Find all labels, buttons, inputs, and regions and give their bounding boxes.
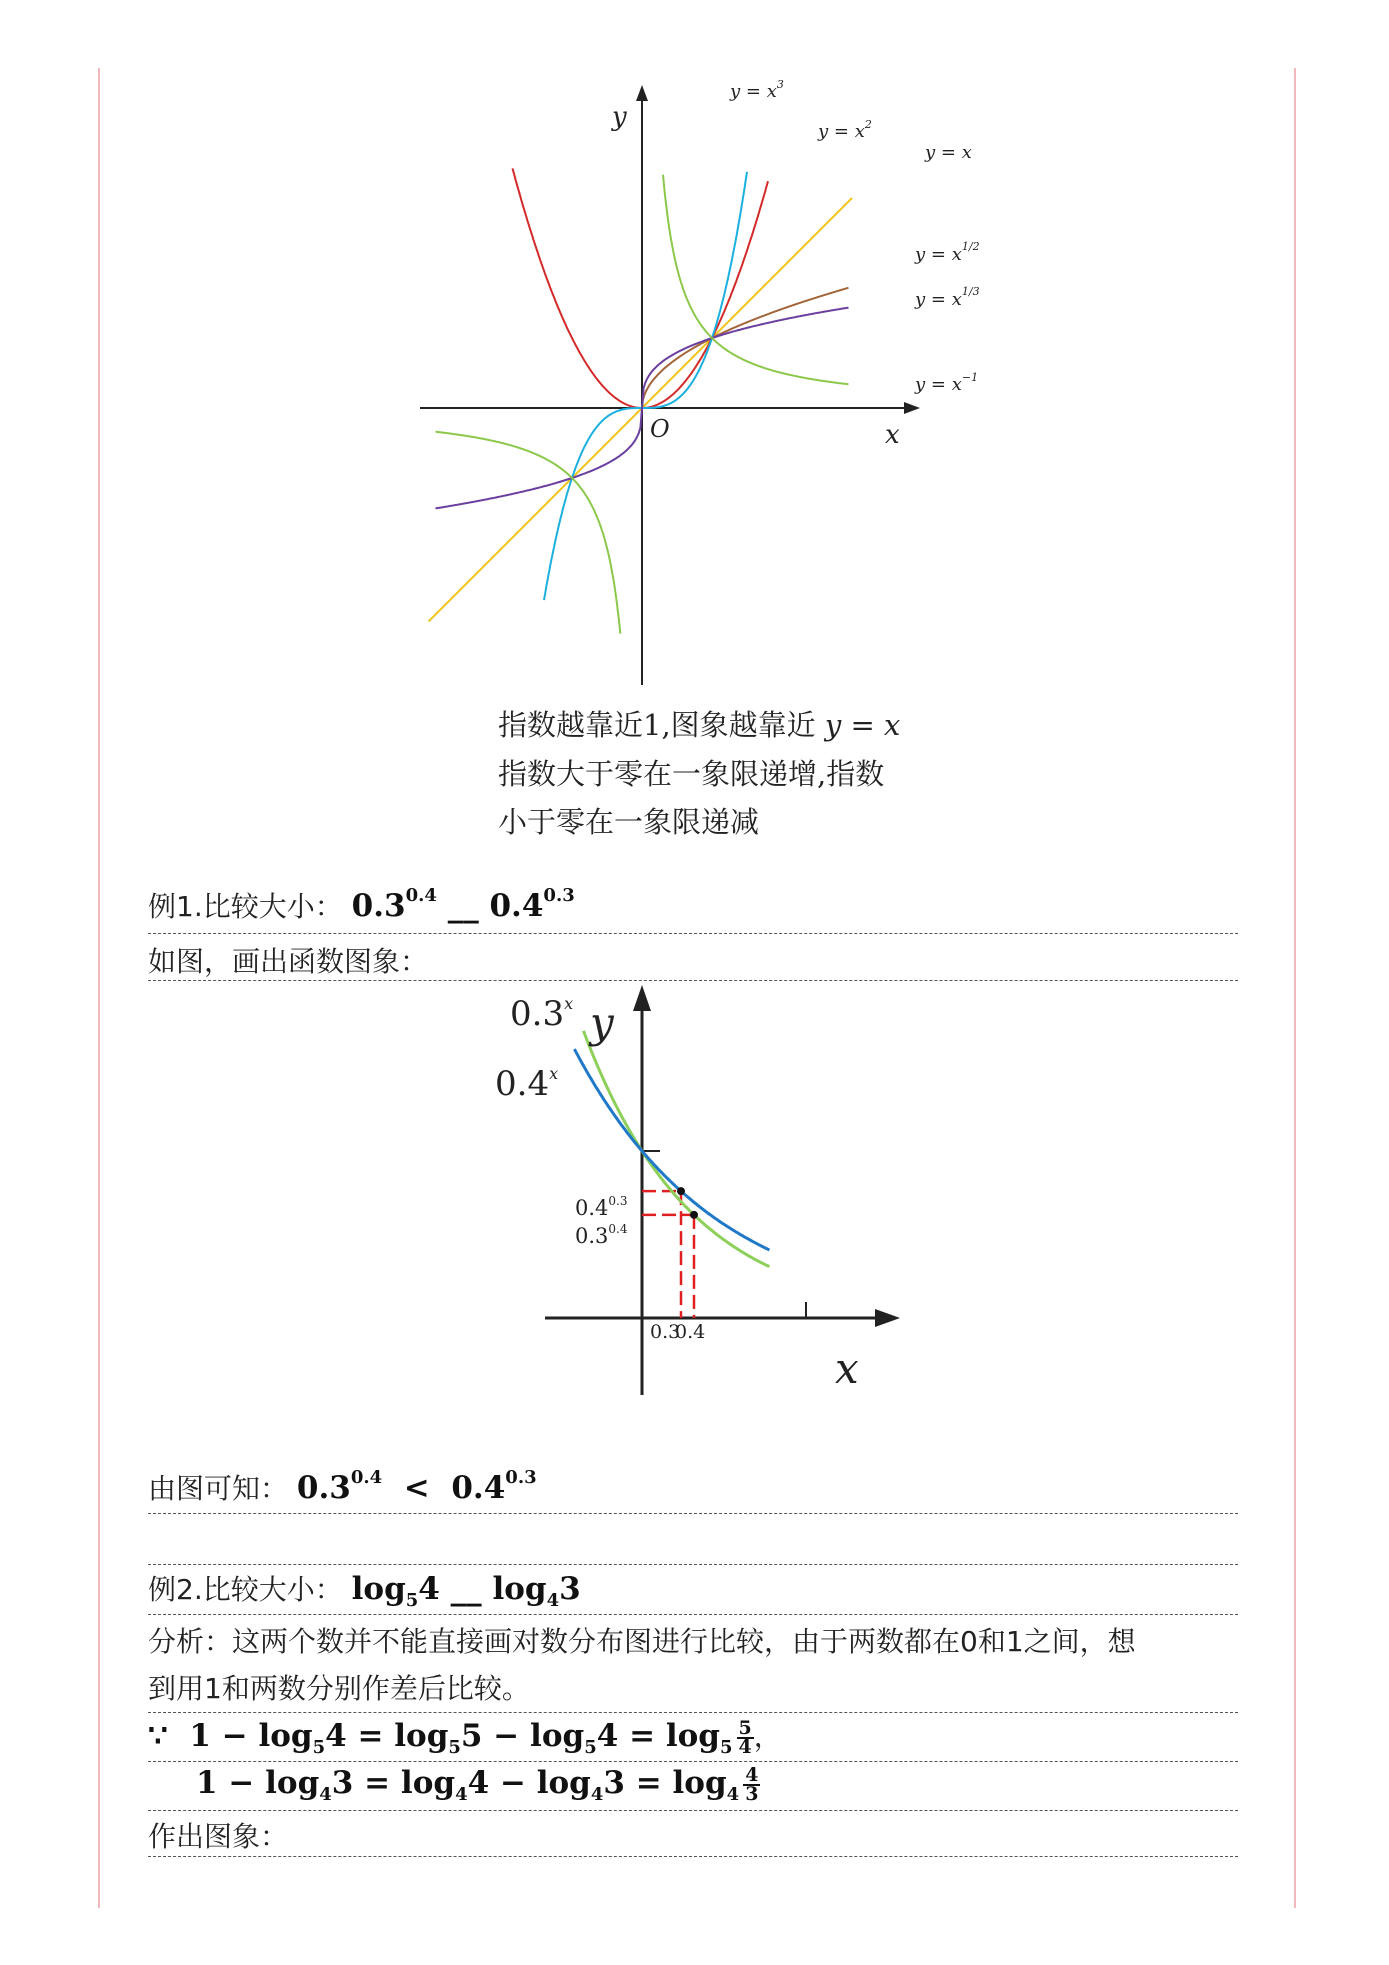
- caption-line-3: 小于零在一象限递减: [498, 805, 760, 839]
- curve-label-0.4x: 0.4$^x$: [495, 1064, 559, 1104]
- y-axis-arrow: [633, 985, 651, 1011]
- page-margin-left: [98, 68, 100, 1908]
- caption-line-1: 指数越靠近1,图象越靠近 y = x: [498, 708, 901, 742]
- x-axis-arrow: [875, 1309, 900, 1327]
- tick-label-x-0.3: 0.3: [650, 1321, 681, 1343]
- curve-y-x-inverse-left: [436, 432, 621, 634]
- curve-y-x: [429, 198, 853, 622]
- rule: [148, 1712, 1238, 1713]
- example-2-line: 例2.比较大小： $\log_54$ __ $\log_43$: [148, 1571, 581, 1612]
- label-y-x-half: $y = x^{1/2}$: [915, 240, 980, 265]
- analysis-line-2: 到用1和两数分别作差后比较。: [148, 1672, 530, 1705]
- page-margin-right: [1294, 68, 1296, 1908]
- y-axis-label: y: [612, 102, 627, 132]
- caption-line-2: 指数大于零在一象限递增,指数: [498, 757, 885, 791]
- conclusion-1-line: 由图可知： $0.3^{0.4} < 0.4^{0.3}$: [148, 1466, 537, 1506]
- curve-y-x-inverse-right: [663, 175, 849, 385]
- x-axis-label: x: [885, 420, 900, 450]
- curve-y-x3: [544, 172, 747, 600]
- curve-y-x2: [513, 168, 769, 408]
- origin-label: O: [650, 415, 670, 443]
- equation-2: $1 - \log_43 = \log_44 - \log_43 = \log_4$ $\frac{4}{3}$: [196, 1763, 759, 1806]
- label-y-x-inverse: $y = x^{-1}$: [915, 371, 979, 395]
- point-0.4-0.3: [677, 1187, 685, 1195]
- label-y-x: y = x: [925, 142, 972, 163]
- analysis-line-1: 分析：这两个数并不能直接画对数分布图进行比较，由于两数都在0和1之间，想: [148, 1625, 1136, 1658]
- draw-graph-text: 如图，画出函数图象：: [148, 945, 429, 978]
- tick-label-x-0.4: 0.4: [675, 1321, 706, 1343]
- rule: [148, 1614, 1238, 1615]
- label-y-x2: $y = x^2$: [818, 118, 872, 142]
- label-y-x-third: $y = x^{1/3}$: [915, 285, 980, 310]
- x-axis-arrow: [904, 402, 920, 414]
- equation-1: ∵ $1 - \log_54 = \log_55 - \log_54 = \log_5$ $\frac{5}{4}$ ，: [148, 1716, 782, 1759]
- rule: [148, 1856, 1238, 1857]
- example-1-line: 例1.比较大小： $0.3^{0.4}$ __ $0.4^{0.3}$: [148, 884, 575, 924]
- rule: [148, 1810, 1238, 1811]
- axis-x-label: x: [835, 1344, 859, 1393]
- make-graph-text: 作出图象：: [148, 1820, 289, 1853]
- point-0.3-0.4: [690, 1211, 698, 1219]
- y-axis-arrow: [636, 85, 648, 101]
- power-functions-figure: [380, 75, 1000, 700]
- label-y-x3: $y = x^3$: [730, 78, 784, 102]
- tick-label-0.4-0.3: $0.4^{0.3}$: [575, 1194, 628, 1220]
- rule: [148, 1761, 1238, 1762]
- axis-y-label: y: [590, 998, 614, 1047]
- curve-label-0.3x: 0.3$^x$: [510, 994, 574, 1034]
- exponential-comparison-figure: [480, 975, 910, 1415]
- rule: [148, 1564, 1238, 1565]
- rule: [148, 933, 1238, 934]
- tick-label-0.3-0.4: $0.3^{0.4}$: [575, 1222, 628, 1248]
- rule: [148, 1513, 1238, 1514]
